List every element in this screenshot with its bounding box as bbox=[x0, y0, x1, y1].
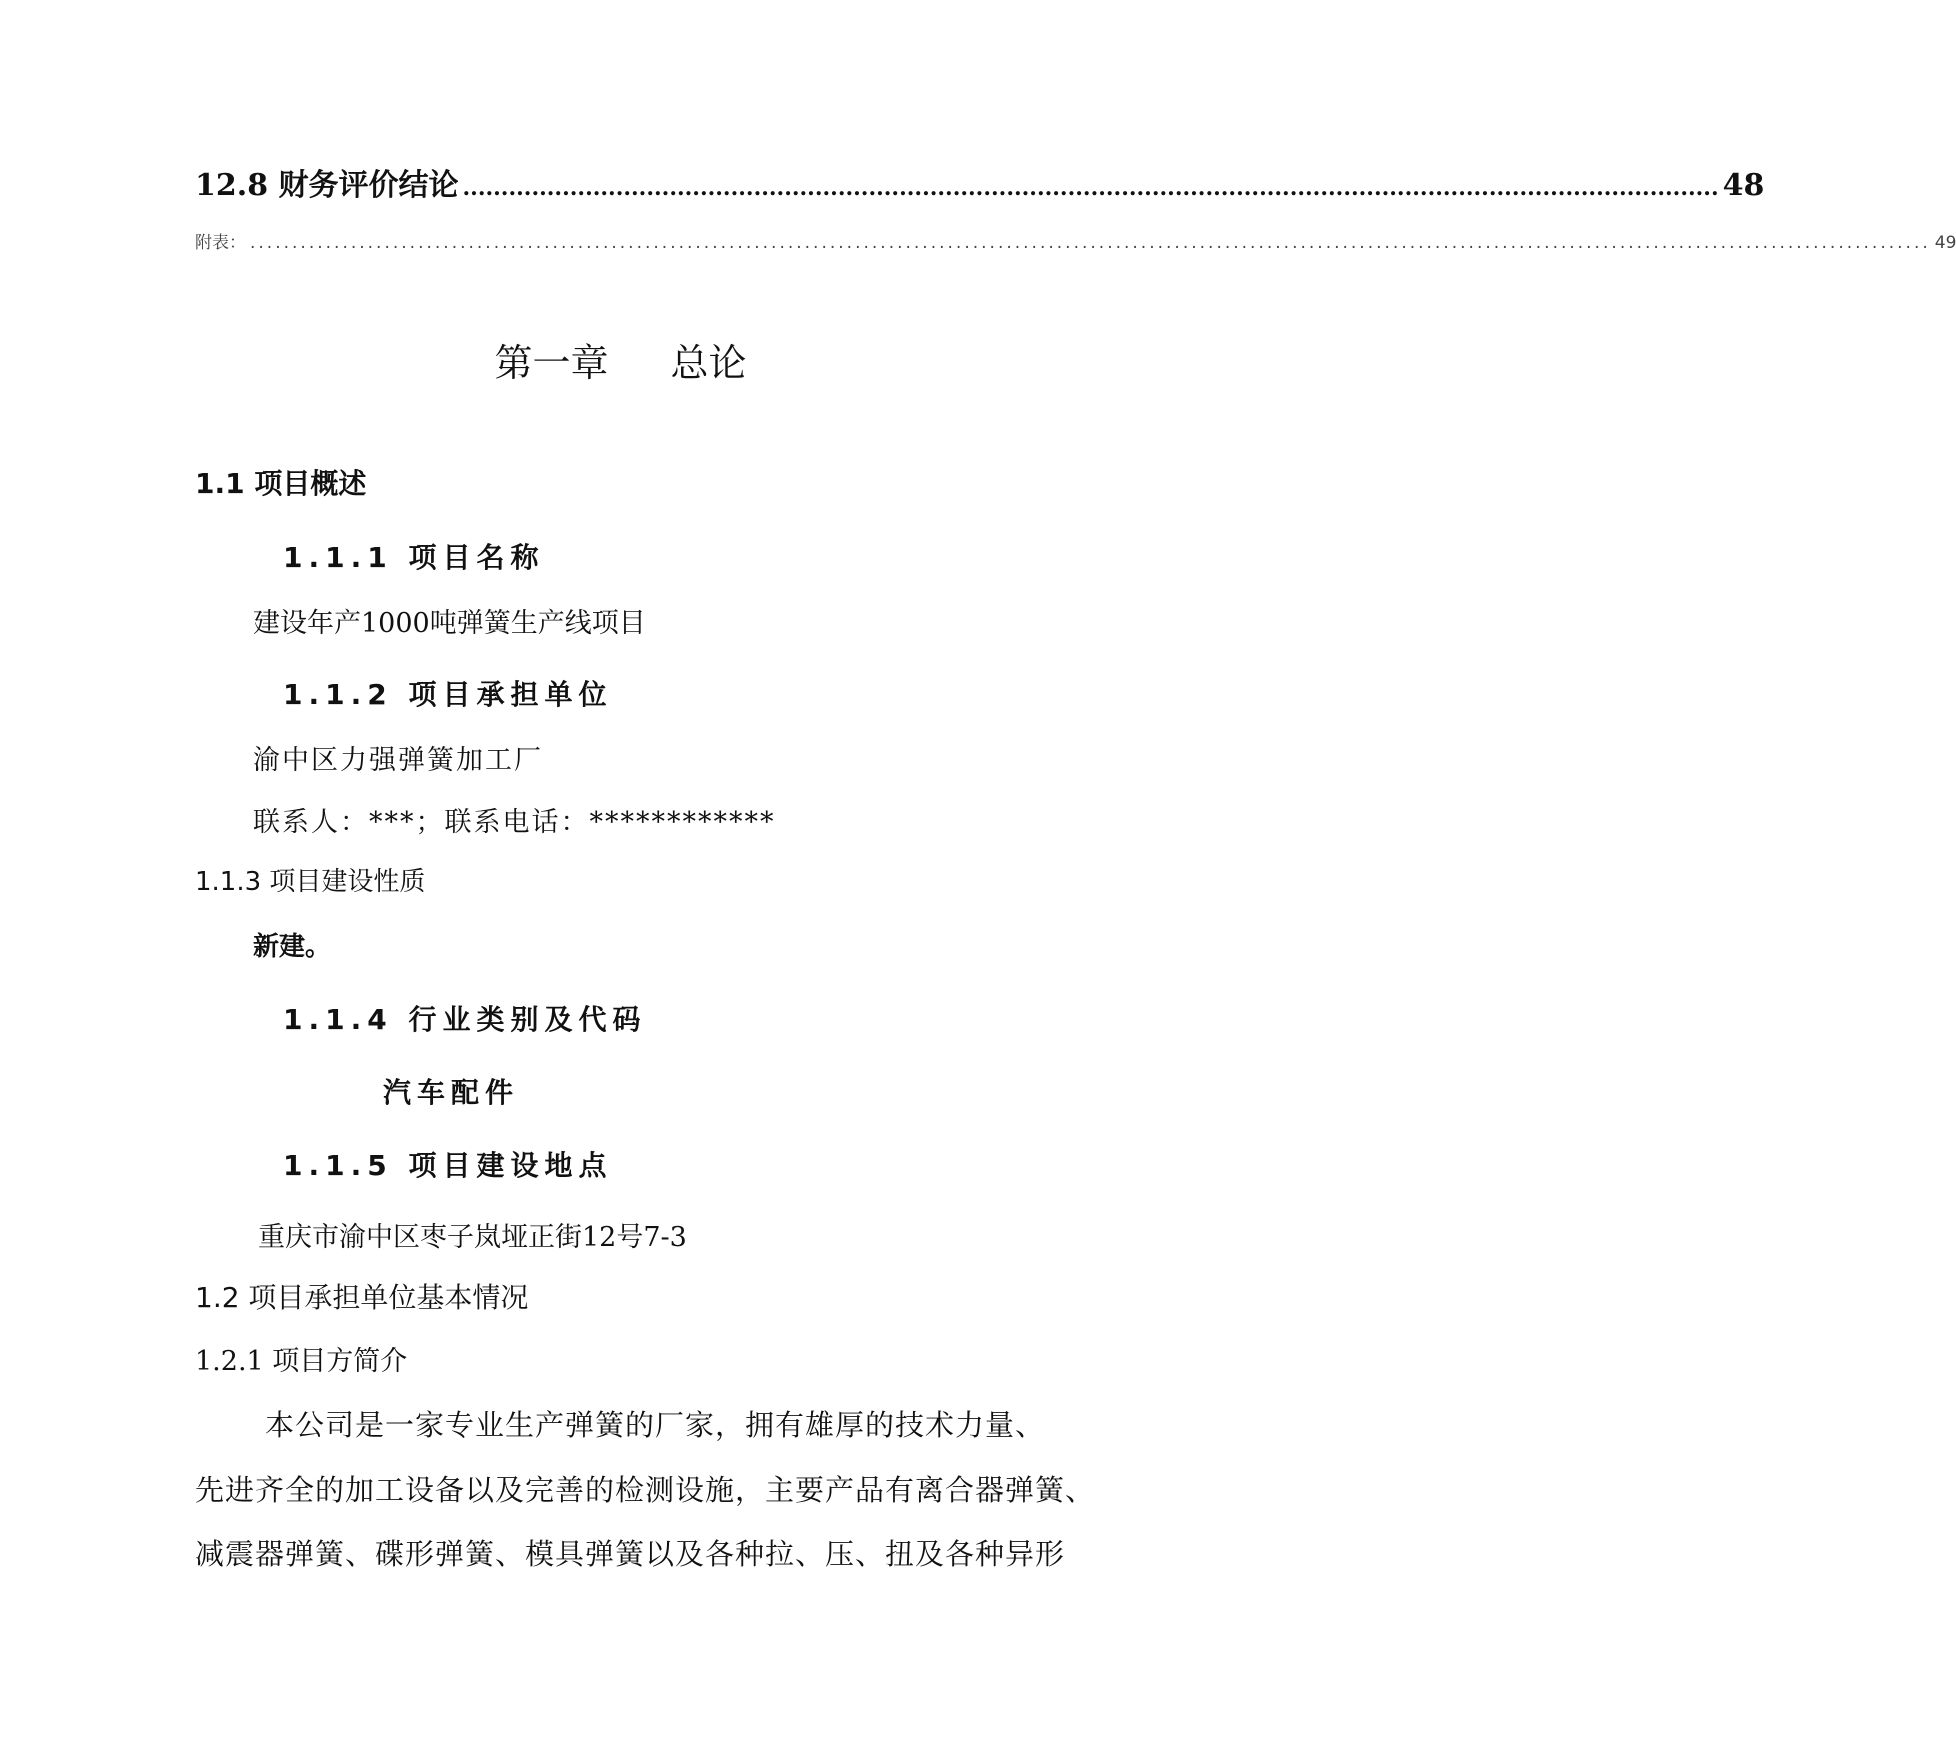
chapter-number: 第一章 bbox=[494, 341, 609, 385]
toc-leader-dots: .................................................................................................................................................................... bbox=[462, 175, 1719, 201]
paragraph-line: 减震器弹簧、碟形弹簧、模具弹簧以及各种拉、压、扭及各种异形 bbox=[195, 1537, 1066, 1571]
toc-leader-dots: ........................................................................................................................................................................................................ bbox=[250, 233, 1931, 253]
toc-entry-page: 49 bbox=[1934, 233, 1956, 253]
location-text: 重庆市渝中区枣子岚垭正街12号7-3 bbox=[258, 1222, 687, 1253]
toc-entry[interactable] bbox=[195, 228, 1956, 253]
section-heading-1-1-1: 1.1.1 项目名称 bbox=[283, 541, 545, 574]
toc-entry[interactable] bbox=[195, 160, 1765, 204]
contact-text: 联系人：***；联系电话：************ bbox=[253, 807, 776, 838]
section-heading-1-2: 1.2 项目承担单位基本情况 bbox=[195, 1281, 529, 1314]
section-heading-1-1: 1.1 项目概述 bbox=[195, 467, 367, 500]
chapter-heading bbox=[0, 332, 1241, 387]
section-heading-1-1-4: 1.1.4 行业类别及代码 bbox=[283, 1003, 647, 1036]
toc-entry-page: 48 bbox=[1722, 168, 1765, 203]
chapter-title: 总论 bbox=[670, 341, 747, 385]
section-heading-1-1-5: 1.1.5 项目建设地点 bbox=[283, 1149, 613, 1182]
paragraph-line: 先进齐全的加工设备以及完善的检测设施，主要产品有离合器弹簧、 bbox=[195, 1473, 1096, 1507]
toc-entry-title: 12.8 财务评价结论 bbox=[195, 168, 459, 203]
toc-entry-title: 附表： bbox=[195, 233, 246, 253]
section-heading-1-2-1: 1.2.1 项目方简介 bbox=[195, 1346, 408, 1377]
paragraph-line: 本公司是一家专业生产弹簧的厂家，拥有雄厚的技术力量、 bbox=[265, 1408, 1046, 1442]
organization-text: 渝中区力强弹簧加工厂 bbox=[253, 745, 543, 776]
project-name-text: 建设年产1000吨弹簧生产线项目 bbox=[253, 608, 646, 639]
section-heading-1-1-2: 1.1.2 项目承担单位 bbox=[283, 678, 613, 711]
industry-category-text: 汽车配件 bbox=[383, 1076, 520, 1109]
construction-nature-text: 新建。 bbox=[253, 932, 332, 962]
section-heading-1-1-3: 1.1.3 项目建设性质 bbox=[195, 867, 426, 897]
